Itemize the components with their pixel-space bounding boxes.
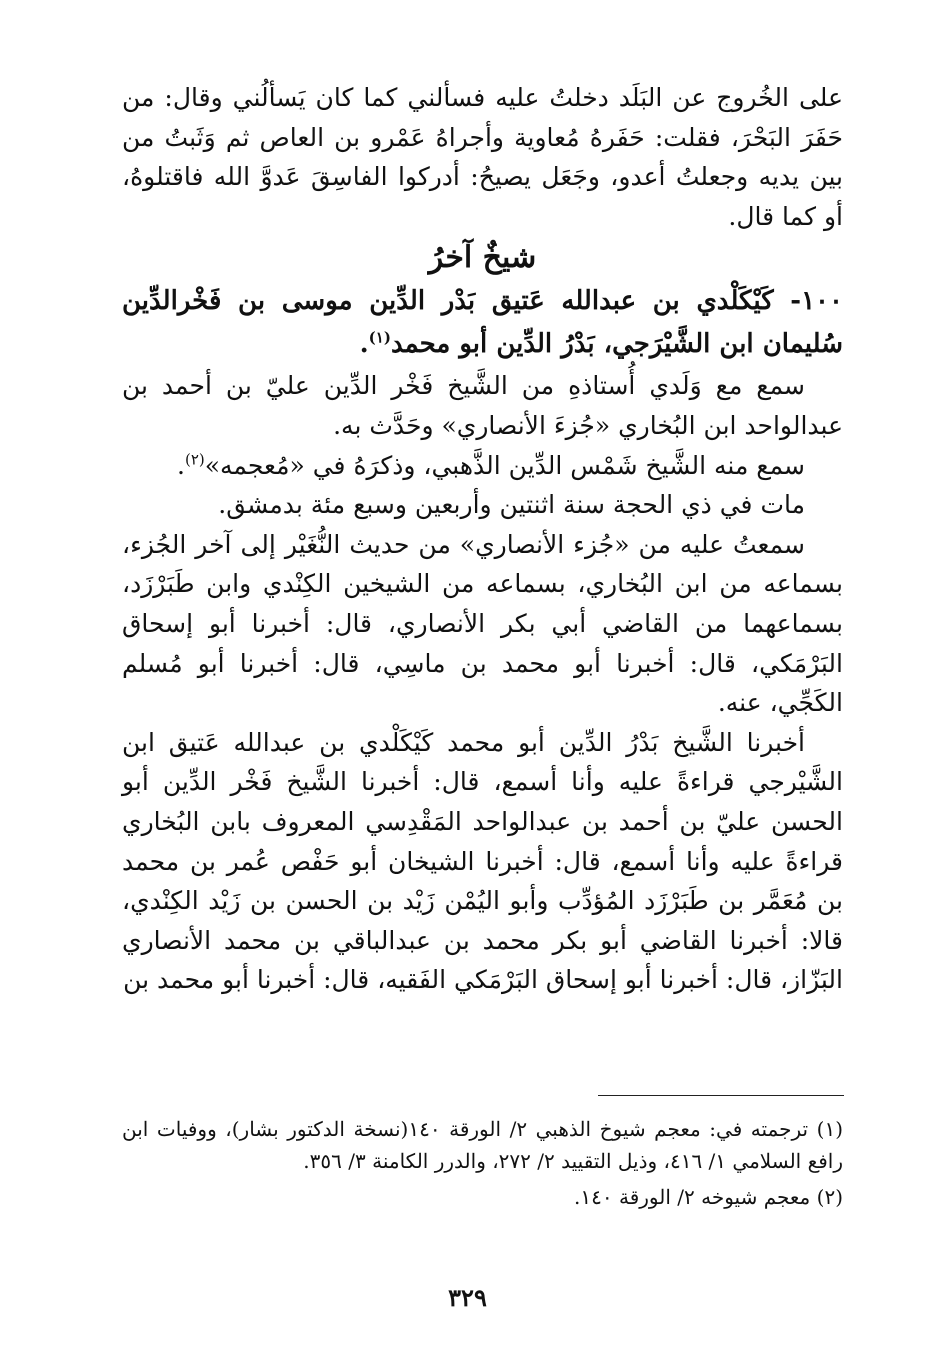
paragraph-hearing: سمع مع وَلَدي أُستاذهِ من الشَّيخ فَخْر الدِّين عليّ بن أحمد بن عبدالواحد ابن البُخاري «جُزءَ الأنصاري» وحَدَّث به. <box>122 371 843 440</box>
paragraph-chain: سمعتُ عليه من «جُزء الأنصاري» من حديث النُّغَيْر إلى آخر الجُزء، بسماعه من ابن البُخاري، بسماعه من الشيخين الكِنْدي وابن طَبَرْزَد، بسماعهما من القاضي أبي بكر الأنصاري، قال: أخبرنا أبو إسحاق البَرْمَكي، قال: أخبرنا أبو محمد بن ماسِي، قال: أخبرنا أبو مُسلم الكَجِّي، عنه. <box>122 529 843 718</box>
section-heading: شيخٌ آخرُ <box>428 240 537 276</box>
footnote-2: (٢) معجم شيوخه ٢/ الورقة ١٤٠. <box>574 1185 843 1209</box>
footnotes <box>122 1113 843 1217</box>
paragraph-dhahabi-text: سمع منه الشَّيخ شَمْس الدِّين الذَّهبي، وذكرَهُ في «مُعجمه» <box>204 450 805 480</box>
paragraph-isnad: أخبرنا الشَّيخ بَدْرُ الدِّين أبو محمد كَيْكَلْدي بن عبدالله عَتيق ابن الشَّيْرجي قراءةً عليه وأنا أسمع، قال: أخبرنا الشَّيخ فَخْر الدِّين أبو الحسن عليّ بن أحمد بن عبدالواحد المَقْدِسي المعروف بابن البُخاري قراءةً عليه وأنا أسمع، قال: أخبرنا الشيخان أبو حَفْص عُمر بن محمد بن مُعَمَّر بن طَبَرْزَد المُؤدِّب وأبو اليُمْن زَيْد بن الحسن بن زَيْد الكِنْدي، قالا: أخبرنا القاضي أبو بكر محمد بن عبدالباقي بن محمد الأنصاري البَزّاز، قال: أخبرنا أبو إسحاق البَرْمَكي الفَقيه، قال: أخبرنا أبو محمد بن <box>122 727 843 995</box>
entry-title-end: . <box>359 329 369 360</box>
footnote-marker-1[interactable]: (١) <box>368 328 391 347</box>
page-number: ٣٢٩ <box>448 1283 487 1312</box>
footnote-1: (١) ترجمته في: معجم شيوخ الذهبي ٢/ الورقة ١٤٠(نسخة الدكتور بشار)، ووفيات ابن رافع السلامي ١/ ٤١٦، وذيل التقييد ٢/ ٢٧٢، والدرر الكامنة ٣/ ٣٥٦. <box>122 1117 843 1173</box>
footnote-marker-2[interactable]: (٢) <box>184 450 205 469</box>
footnote-divider <box>598 1095 844 1096</box>
main-text <box>122 78 843 1000</box>
entry-title-text: ١٠٠- كَيْكَلْدي بن عبدالله عَتيق بَدْر الدِّين موسى بن فَخْرالدِّين سُليمان ابن الشَّيْرَجي، بَدْرُ الدِّين أبو محمد <box>122 286 843 360</box>
paragraph-death: مات في ذي الحجة سنة اثنتين وأربعين وسبع مئة بدمشق. <box>218 490 805 520</box>
paragraph-continuation: على الخُروج عن البَلَد دخلتُ عليه فسألني كما كان يَسألُني وقال: من حَفَرَ البَحْرَ، فقلت: حَفَرهُ مُعاوية وأجراهُ عَمْرو بن العاص ثم وَثَبتُ من بين يديه وجعلتُ أعدو، وجَعَل يصيحُ: أدركوا الفاسِقَ عَدوَّ الله فاقتلوهُ، أو كما قال. <box>122 83 843 231</box>
paragraph-dhahabi-end: . <box>177 450 185 480</box>
entry-title <box>122 280 843 366</box>
paragraph-dhahabi <box>122 446 843 486</box>
